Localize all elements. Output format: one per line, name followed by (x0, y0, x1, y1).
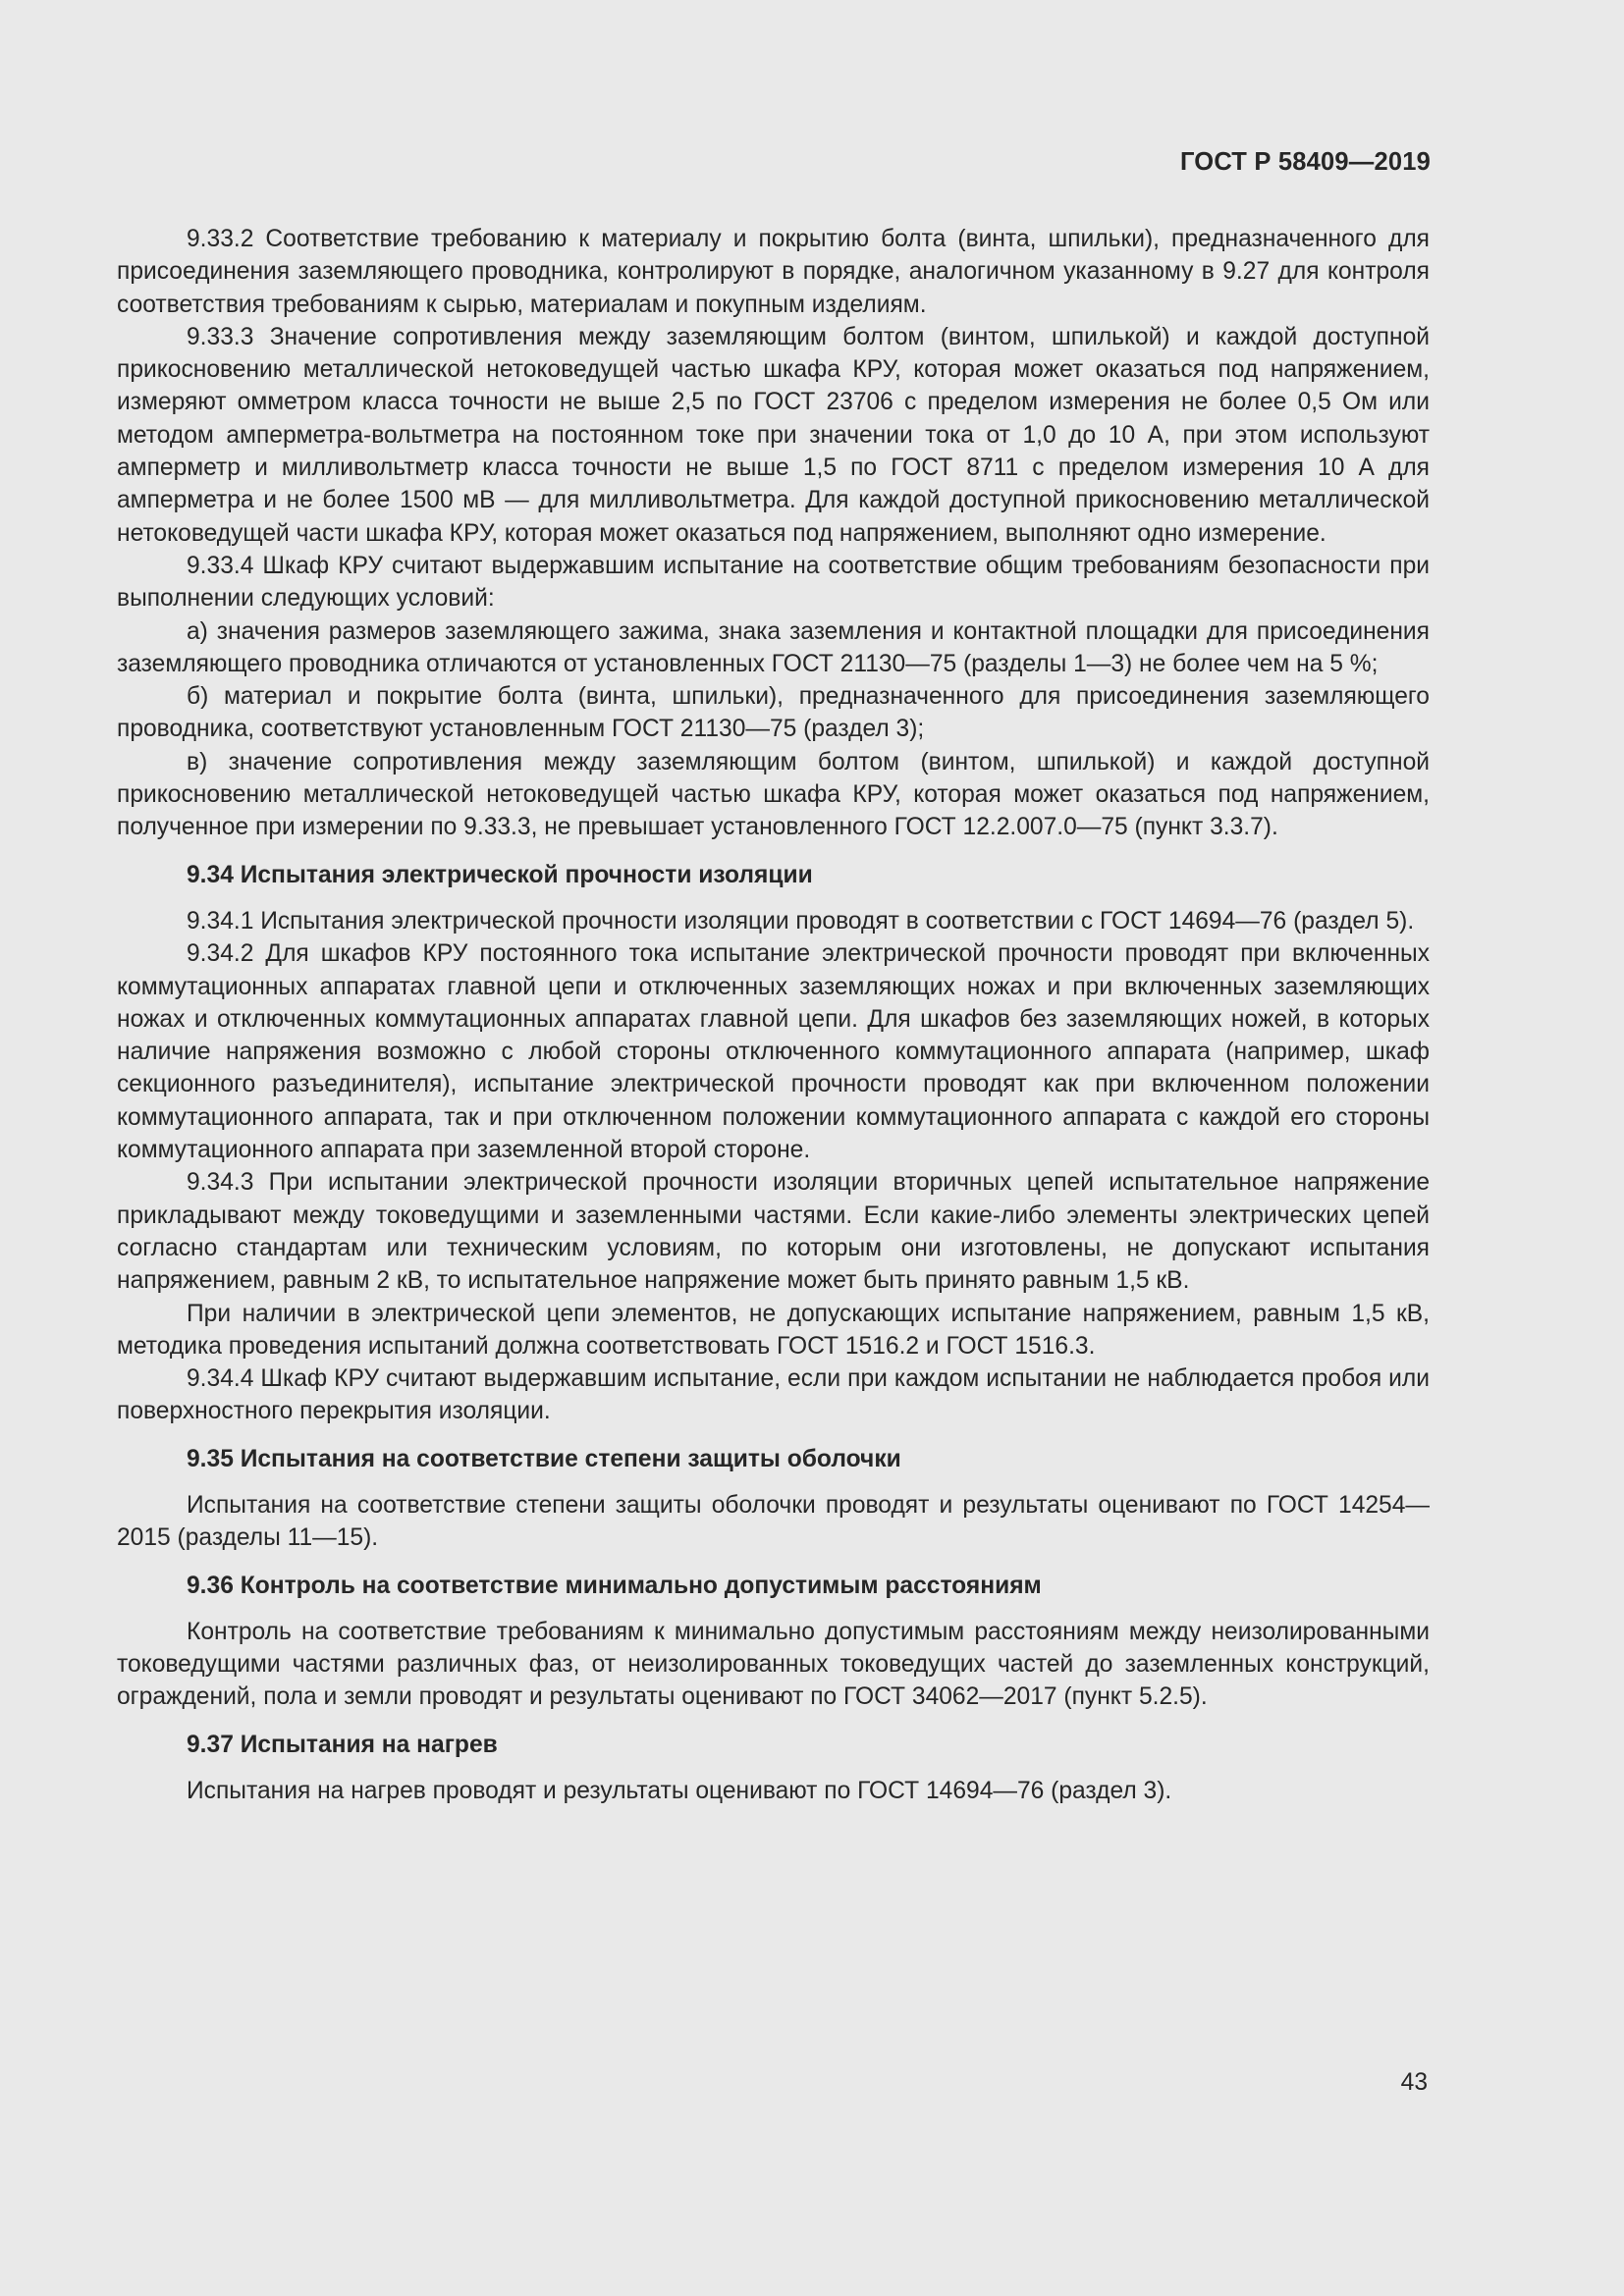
paragraph-9-35: Испытания на соответствие степени защиты оболочки проводят и результаты оценивают по ГОСТ 14254—2015 (разделы 11—15). (117, 1491, 1430, 1552)
section-heading-9-37: 9.37 Испытания на нагрев (187, 1731, 498, 1758)
section-heading-9-35: 9.35 Испытания на соответствие степени защиты оболочки (187, 1445, 901, 1472)
list-item-v: в) значение сопротивления между заземляющим болтом (винтом, шпилькой) и каждой доступной прикосновению металлической нетоковедущей частью шкафа КРУ, которая может оказаться под напряжением, полученное при измерении по 9.33.3, не превышает установленного ГОСТ 12.2.007.0—75 (пункт 3.3.7). (117, 748, 1430, 841)
paragraph-9-34-4: 9.34.4 Шкаф КРУ считают выдержавшим испытание, если при каждом испытании не наблюдается пробоя или поверхностного перекрытия изоляции. (117, 1365, 1430, 1425)
paragraph-9-34-2: 9.34.2 Для шкафов КРУ постоянного тока испытание электрической прочности проводят при включенных коммутационных аппаратах главной цепи и отключенных заземляющих ножах и при включенных заземляющих ножах и отключенных коммутационных аппаратах главной цепи. Для шкафов без заземляющих ножей, в которых наличие напряжения возможно с любой стороны отключенного коммутационного аппарата (например, шкаф секционного разъединителя), испытание электрической прочности проводят как при включенном положении коммутационного аппарата, так и при отключенном положении коммутационного аппарата с каждой его стороны коммутационного аппарата при заземленной второй стороне. (117, 940, 1430, 1164)
section-heading-9-34: 9.34 Испытания электрической прочности изоляции (187, 861, 813, 888)
paragraph-9-37: Испытания на нагрев проводят и результаты оценивают по ГОСТ 14694—76 (раздел 3). (187, 1778, 1172, 1805)
paragraph-9-36: Контроль на соответствие требованиям к минимально допустимым расстояниям между неизолированными токоведущими частями различных фаз, от неизолированных токоведущих частей до заземленных конструкций, ограждений, пола и земли проводят и результаты оценивают по ГОСТ 34062—2017 (пункт 5.2.5). (117, 1618, 1430, 1711)
paragraph-9-34-1: 9.34.1 Испытания электрической прочности изоляции проводят в соответствии с ГОСТ 14694—76 (раздел 5). (187, 907, 1415, 934)
list-item-b: б) материал и покрытие болта (винта, шпильки), предназначенного для присоединения заземляющего проводника, соответствуют установленным ГОСТ 21130—75 (раздел 3); (117, 683, 1430, 743)
standard-header: ГОСТ Р 58409—2019 (1179, 148, 1431, 176)
paragraph-9-33-4: 9.33.4 Шкаф КРУ считают выдержавшим испытание на соответствие общим требованиям безопасности при выполнении следующих условий: (117, 552, 1430, 613)
list-item-a: а) значения размеров заземляющего зажима, знака заземления и контактной площадки для присоединения заземляющего проводника отличаются от установленных ГОСТ 21130—75 (разделы 1—3) не более чем на 5 %; (117, 617, 1430, 677)
document-body (117, 223, 1430, 1807)
page-number: 43 (1400, 2069, 1428, 2096)
paragraph-9-33-2: 9.33.2 Соответствие требованию к материалу и покрытию болта (винта, шпильки), предназначенного для присоединения заземляющего проводника, контролируют в порядке, аналогичном указанному в 9.27 для контроля соответствия требованиям к сырью, материалам и покупным изделиям. (117, 226, 1430, 318)
section-heading-9-36: 9.36 Контроль на соответствие минимально допустимым расстояниям (187, 1572, 1042, 1599)
paragraph-9-34-3-continued: При наличии в электрической цепи элементов, не допускающих испытание напряжением, равным 1,5 кВ, методика проведения испытаний должна соответствовать ГОСТ 1516.2 и ГОСТ 1516.3. (117, 1300, 1430, 1360)
paragraph-9-33-3: 9.33.3 Значение сопротивления между заземляющим болтом (винтом, шпилькой) и каждой доступной прикосновению металлической нетоковедущей частью шкафа КРУ, которая может оказаться под напряжением, измеряют омметром класса точности не выше 2,5 по ГОСТ 23706 с пределом измерения не более 0,5 Ом или методом амперметра-вольтметра на постоянном токе при значении тока от 1,0 до 10 А, при этом используют амперметр и милливольтметр класса точности не выше 1,5 по ГОСТ 8711 с пределом измерения 10 А для амперметра и не более 1500 мВ — для милливольтметра. Для каждой доступной прикосновению металлической нетоковедущей части шкафа КРУ, которая может оказаться под напряжением, выполняют одно измерение. (117, 323, 1430, 547)
paragraph-9-34-3: 9.34.3 При испытании электрической прочности изоляции вторичных цепей испытательное напряжение прикладывают между токоведущими и заземленными частями. Если какие-либо элементы электрических цепей согласно стандартам или техническим условиям, по которым они изготовлены, не допускают испытания напряжением, равным 2 кВ, то испытательное напряжение может быть принято равным 1,5 кВ. (117, 1169, 1430, 1295)
